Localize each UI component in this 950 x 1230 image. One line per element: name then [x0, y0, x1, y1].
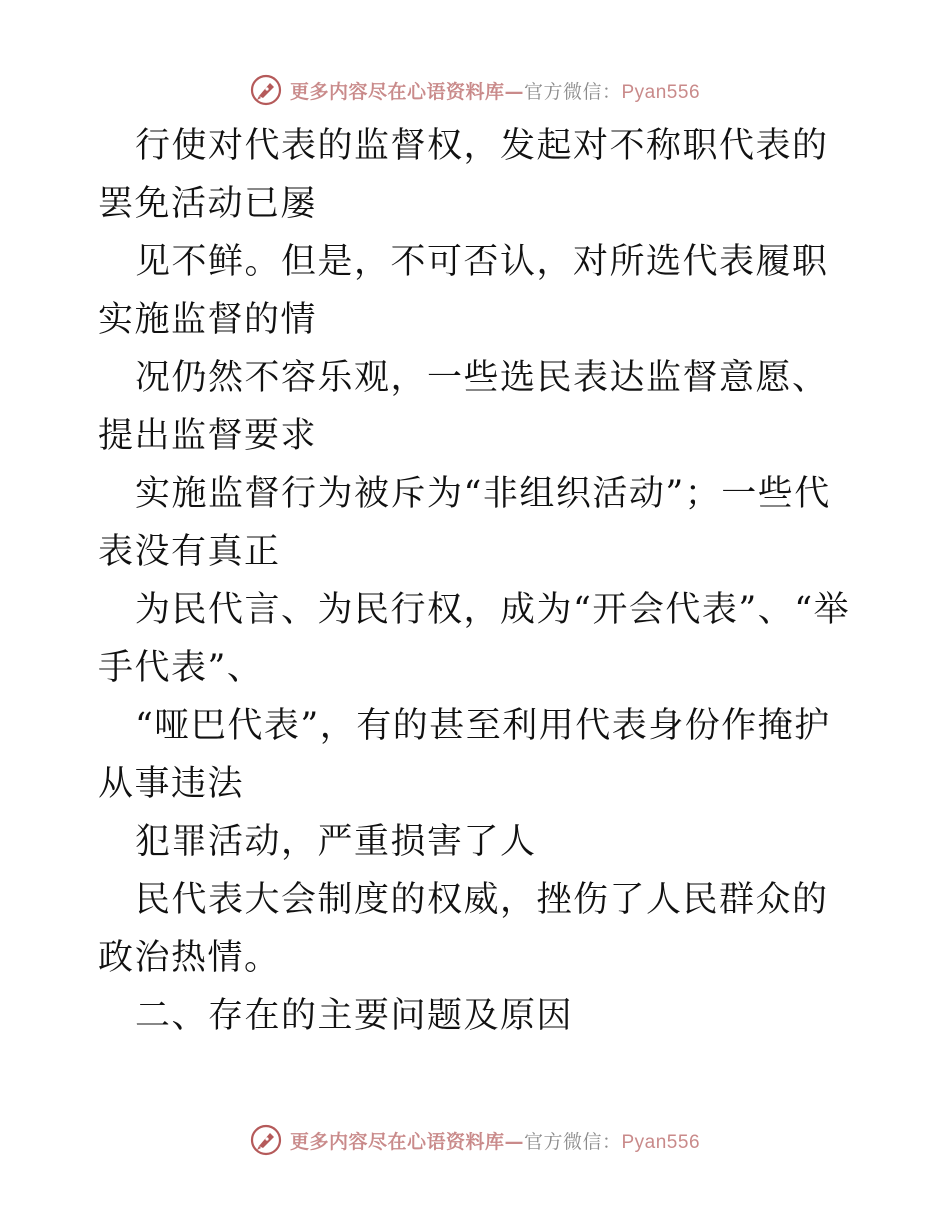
banner-account: Pyan556	[621, 81, 701, 103]
header-watermark-banner	[0, 70, 950, 110]
footer-watermark-banner	[0, 1120, 950, 1160]
paragraph: 为民代言、为民行权，成为“开会代表”、“举手代表”、	[98, 590, 851, 688]
banner-text	[290, 1127, 700, 1154]
pen-nib-logo-icon	[250, 74, 282, 106]
paragraph: 行使对代表的监督权，发起对不称职代表的罢免活动已屡	[98, 126, 829, 224]
banner-wechat-label: 官方微信：	[523, 80, 622, 103]
banner-lead-text: 更多内容尽在心语资料库—	[289, 1130, 524, 1153]
paragraph: “哑巴代表”，有的甚至利用代表身份作掩护从事违法	[98, 706, 831, 804]
banner-account: Pyan556	[621, 1131, 701, 1153]
paragraph: 见不鲜。但是，不可否认，对所选代表履职实施监督的情	[98, 242, 829, 340]
banner-wechat-label: 官方微信：	[523, 1130, 622, 1153]
pen-nib-logo-icon	[250, 1124, 282, 1156]
paragraph: 民代表大会制度的权威，挫伤了人民群众的政治热情。	[98, 880, 829, 978]
banner-lead-text: 更多内容尽在心语资料库—	[289, 80, 524, 103]
paragraph: 况仍然不容乐观，一些选民表达监督意愿、提出监督要求	[98, 358, 829, 456]
document-body	[98, 117, 858, 1045]
paragraph: 犯罪活动，严重损害了人	[135, 822, 537, 862]
banner-text	[290, 77, 700, 104]
paragraph: 实施监督行为被斥为“非组织活动”；一些代表没有真正	[98, 474, 831, 572]
section-heading: 二、存在的主要问题及原因	[135, 996, 574, 1036]
